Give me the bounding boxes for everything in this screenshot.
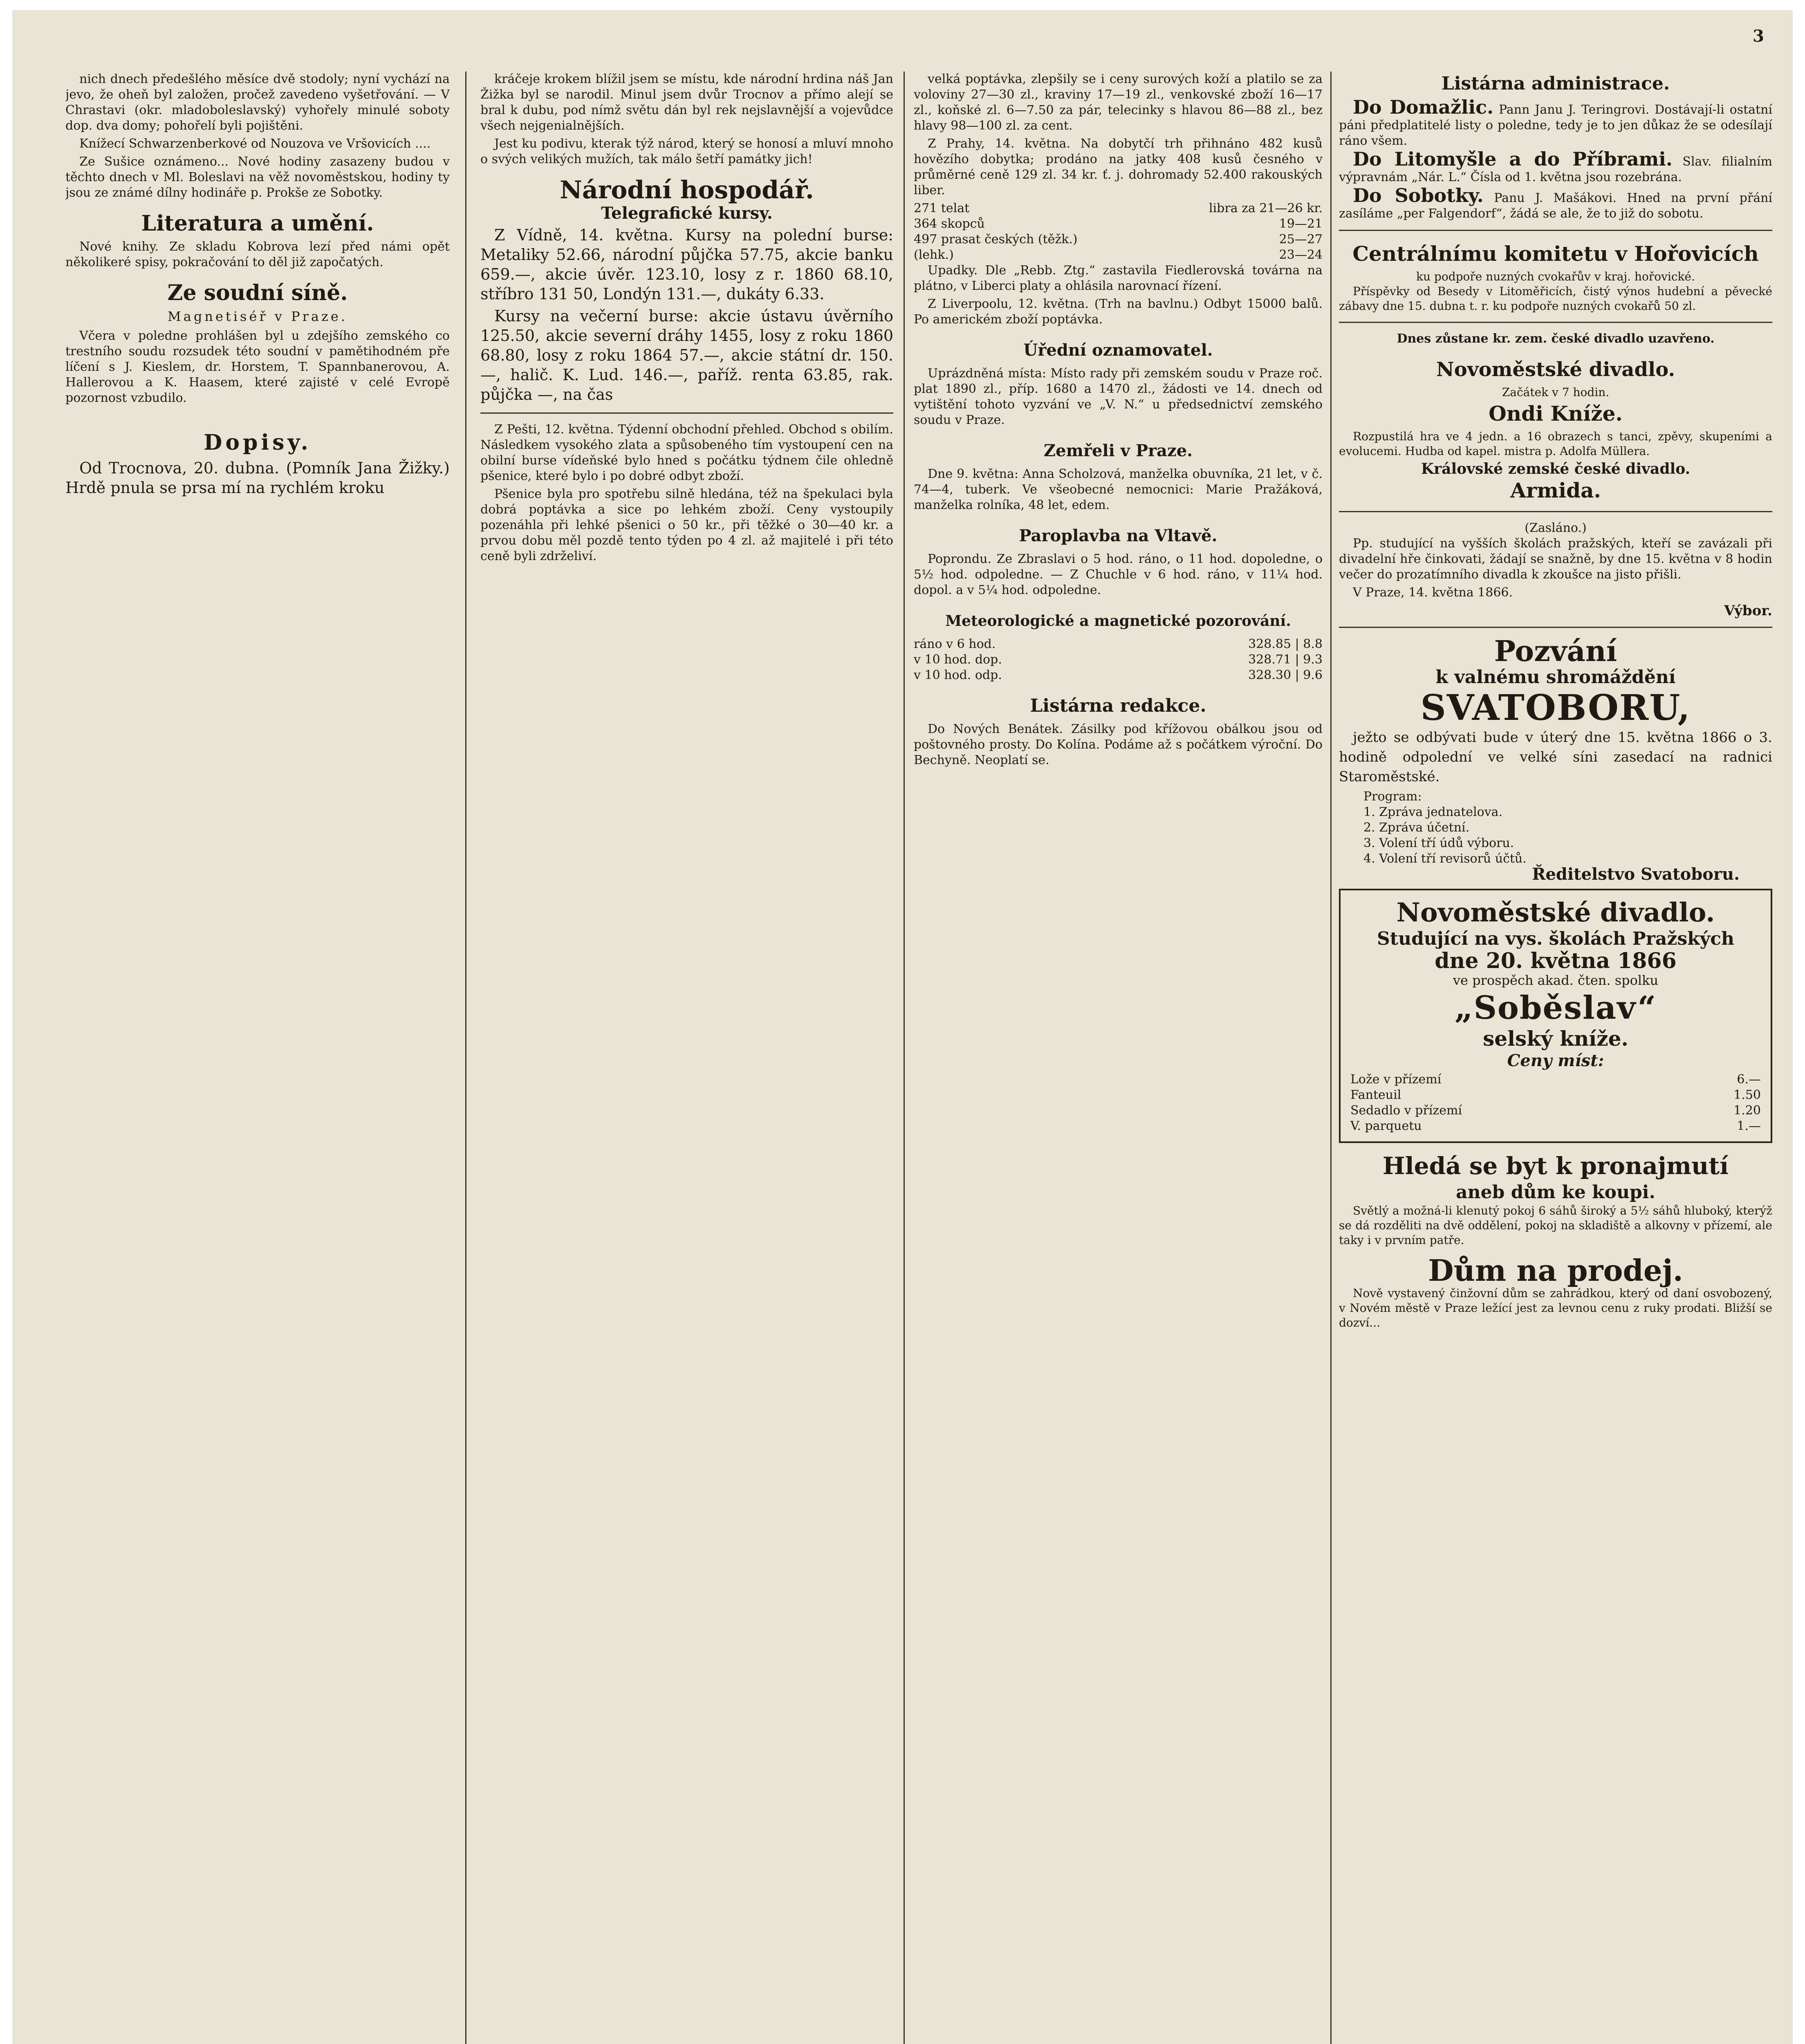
meteo-row: ráno v 6 hod. 328.85 | 8.8 — [914, 637, 1323, 651]
program-item: 2. Zpráva účetní. — [1363, 820, 1470, 835]
theater-heading: Novoměstské divadlo. — [1436, 358, 1675, 381]
program-heading: Program: — [1363, 789, 1422, 804]
price-row: (lehk.) 23—24 — [914, 248, 1323, 262]
divider — [1339, 230, 1772, 231]
notice-title: Do Domažlic. — [1353, 96, 1494, 118]
theater-play: Armida. — [1510, 478, 1601, 502]
ad-price-row: V. parquetu 1.— — [1350, 1119, 1761, 1133]
notice-text: Pann Janu J. Teringrovi. Dostávají-li ostatní páni předplatitelé listy o poledne, tedy je to jen důkaz že se odesílají ráno všem. — [1339, 103, 1772, 148]
rent-heading: Hledá se byt k pronajmutí — [1382, 1152, 1729, 1180]
sale-heading: Dům na prodej. — [1428, 1253, 1683, 1288]
svatobor-pozvani: Pozvání — [1494, 634, 1617, 668]
ad-title: Novoměstské divadlo. — [1396, 897, 1715, 928]
notice-title: Do Sobotky. — [1353, 184, 1484, 206]
theater-time: Začátek v 7 hodin. — [1502, 385, 1610, 399]
paragraph: Pšenice byla pro spotřebu silně hledána, též na špekulaci byla dobrá poptávka a sice po lehkém zboží. Ceny vystoupily pozenáhla při lehké pšenici o 50 kr., při těžké o 30—40 kr. a prvou dobu měl pozdě tento týden po 4 zl. až majitelé i při této ceně byli zdrželiví. — [480, 487, 893, 563]
notice — [1339, 184, 1772, 222]
paragraph: Poprondu. Ze Zbraslavi o 5 hod. ráno, o 11 hod. dopoledne, o 5½ hod. odpoledne. — Z Chuchle v 6 hod. ráno, v 11¼ hod. dopol. a v 5¼ hod. odpoledne. — [914, 552, 1323, 597]
paragraph: Ze Sušice oznámeno... Nové hodiny zasazeny budou v těchto dnech v Ml. Boleslavi na věž novoměstskou, hodiny ty jsou ze známé dílny hodináře p. Prokše ze Sobotky. — [65, 155, 450, 200]
paragraph: Knížecí Schwarzenberkové od Nouzova ve Vršovicích .... — [79, 137, 431, 151]
paragraph: Světlý a možná-li klenutý pokoj 6 sáhů široký a 5½ sáhů hluboký, kterýž se dá rozděliti na dvě oddělení, pokoj na skladiště a alkovny v přízemí, ale taky i v prvním patře. — [1339, 1204, 1772, 1247]
program-item: 4. Volení tří revisorů účtů. — [1363, 852, 1527, 866]
paragraph: Z Prahy, 14. května. Na dobytčí trh přihnáno 482 kusů hovězího dobytka; prodáno na jatky 408 kusů česného v průměrné ceně 129 zl. 34 kr. ť. j. dohromady 52.400 rakouských liber. — [914, 137, 1323, 197]
section-heading-meteo: Meteorologické a magnetické pozorování. — [945, 612, 1291, 630]
meteo-row: v 10 hod. odp. 328.30 | 9.6 — [914, 668, 1323, 682]
paragraph: kráčeje krokem blížil jsem se místu, kde národní hrdina náš Jan Žižka byl se narodil. Minul jsem dvůr Trocnov a přímo alejí se bral k dubu, pod nímž světu dán byl rek nejslavnější a vojevůdce všech nejgenialnějších. — [480, 72, 893, 133]
svatobor-k: k valnému shromáždění — [1435, 667, 1676, 688]
ad-text: ve prospěch akad. čten. spolku — [1453, 973, 1659, 988]
ad-play: „Soběslav“ — [1454, 989, 1657, 1026]
paragraph: velká poptávka, zlepšily se i ceny surových koží a platilo se za voloviny 27—30 zl., kraviny 17—19 zl., venkovské zboží 16—17 zl., koňské zl. 6—7.50 za pár, telecinky s hlavou 86—88 zl., bez hlavy 98—100 zl. za cent. — [914, 72, 1323, 133]
committee-heading: Centrálnímu komitetu v Hořovicích — [1352, 242, 1759, 266]
paragraph: Do Nových Benátek. Zásilky pod křížovou obálkou jsou od poštovného prosty. Do Kolína. Podáme až s počátkem výroční. Do Bechyně. Neoplatí se. — [914, 722, 1323, 767]
rent-subheading: aneb dům ke koupi. — [1456, 1182, 1655, 1203]
paragraph: Z Liverpoolu, 12. května. (Trh na bavlnu.) Odbyt 15000 balů. Po americkém zboží poptávka. — [914, 297, 1323, 327]
paragraph: Jest ku podivu, kterak týž národ, který se honosí a mluví mnoho o svých velikých mužích, tak málo šetří památky jich! — [480, 137, 893, 166]
svatobor-signature: Ředitelstvo Svatoboru. — [1532, 865, 1740, 884]
column-rule — [904, 72, 905, 2044]
program-item: 3. Volení tří údů výboru. — [1363, 836, 1514, 850]
ad-play-sub: selský kníže. — [1483, 1026, 1628, 1051]
livestock-prices — [914, 201, 1323, 263]
zaslano-date: V Praze, 14. května 1866. — [1353, 585, 1513, 600]
paragraph: Dne 9. května: Anna Scholzová, manželka obuvníka, 21 let, v č. 74—4, tuberk. Ve všeobecné nemocnici: Marie Pražáková, manželka rolníka, 48 let, edem. — [914, 467, 1323, 512]
divider — [1339, 322, 1772, 323]
price-row: 364 skopců 19—21 — [914, 217, 1323, 231]
column-1 — [65, 72, 450, 2044]
divider — [1339, 511, 1772, 512]
advertisement-box — [1339, 889, 1772, 1143]
column-rule — [1330, 72, 1332, 2044]
ad-price-row: Sedadlo v přízemí 1.20 — [1350, 1103, 1761, 1118]
paragraph: ježto se odbývati bude v úterý dne 15. května 1866 o 3. hodině odpolední ve velké síni zasedací na radnici Staroměstské. — [1339, 729, 1772, 785]
notice — [1339, 96, 1772, 149]
section-heading-redakce: Listárna redakce. — [1030, 695, 1206, 716]
section-heading-died: Zemřeli v Praze. — [1043, 441, 1193, 460]
divider — [480, 412, 893, 414]
theater-closed: Dnes zůstane kr. zem. české divadlo uzavřeno. — [1397, 332, 1715, 346]
ad-price-row: Fanteuil 1.50 — [1350, 1088, 1761, 1102]
section-subheading: Telegrafické kursy. — [601, 204, 773, 223]
ad-price-row: Lože v přízemí 6.— — [1350, 1072, 1761, 1087]
stock-prices-noon: Z Vídně, 14. května. Kursy na polední burse: Metaliky 52.66, národní půjčka 57.75, akcie banku 659.—, akcie úvěr. 123.10, losy z r. 1860 68.10, stříbro 131 50, Londýn 131.—, dukáty 6.33. — [480, 226, 893, 303]
section-subheading: Magnetiséř v Praze. — [168, 309, 348, 324]
column-rule — [465, 72, 466, 2044]
notice-text: Slav. filialním výpravnám „Nár. L.“ Čísla od 1. května jsou rozebrána. — [1339, 155, 1772, 184]
column-3 — [914, 72, 1323, 2044]
paragraph: Uprázdněná místa: Místo rady při zemském soudu v Praze roč. plat 1890 zl., příp. 1680 a 1470 zl., žádosti ve 14. dnech od vytištění tohoto vyzvání ve „V. N.“ u předsednictví zemského soudu v Praze. — [914, 366, 1323, 427]
paragraph: Upadky. Dle „Rebb. Ztg.“ zastavila Fiedlerovská továrna na plátno, v Liberci platy a ohlásila narovnací řízení. — [914, 263, 1323, 293]
notice — [1339, 148, 1772, 185]
paragraph: Od Trocnova, 20. dubna. (Pomník Jana Žižky.) Hrdě pnula se prsa mí na rychlém kroku — [65, 459, 450, 497]
paragraph: Včera v poledne prohlášen byl u zdejšího zemského co trestního soudu rozsudek této soudní v pamětihodném pře líčení s J. Kieslem, dr. Horstem, T. Spannbanerovou, A. Hallerovou a K. Haasem, které zajisté v celé Evropě pozornost vzbudilo. — [65, 329, 450, 405]
price-row: 497 prasat českých (těžk.) 25—27 — [914, 232, 1323, 247]
paragraph: nich dnech předešlého měsíce dvě stodoly; nyní vychází na jevo, že oheň byl založen, pročež zavedeno vyšetřování. — V Chrastavi (okr. mladoboleslavský) vyhořely minulé soboty dop. dva domy; pohořelí byli pojištěni. — [65, 72, 450, 133]
zaslano-heading: (Zasláno.) — [1525, 521, 1587, 535]
notice-text: Panu J. Mašákovi. Hned na první přání zasíláme „per Falgendorf“, žádá se ale, že to již do sobotu. — [1339, 191, 1772, 221]
divider — [1339, 627, 1772, 628]
section-heading-soudni: Ze soudní síně. — [167, 280, 348, 305]
ad-prices-heading: Ceny míst: — [1507, 1051, 1604, 1070]
ad-prices-table — [1350, 1072, 1761, 1134]
section-heading-hospodar: Národní hospodář. — [560, 176, 814, 204]
ad-subtitle: Studující na vys. školách Pražských — [1377, 928, 1734, 949]
price-row: 271 telat libra za 21—26 kr. — [914, 201, 1323, 215]
paragraph: Z Pešti, 12. května. Týdenní obchodní přehled. Obchod s obilím. Následkem vysokého zlata a spůsobeného tím vystoupení cen na obilní burse vídeňské bylo hned s počátku týdnem čile ohledně pšenice, které bylo i po dobré odbyt zboží. — [480, 422, 893, 483]
paragraph: Příspěvky od Besedy v Litoměřicích, čistý výnos hudební a pěvecké zábavy dne 15. dubna t. r. ku podpoře nuzných cvokařů 50 zl. — [1339, 285, 1772, 313]
theater-heading: Královské zemské české divadlo. — [1421, 460, 1691, 477]
section-heading-boats: Paroplavba na Vltavě. — [1019, 526, 1218, 545]
section-heading-admin: Listárna administrace. — [1441, 73, 1670, 94]
program-item: 1. Zpráva jednatelova. — [1363, 805, 1503, 819]
committee-subheading: ku podpoře nuzných cvokařův v kraj. hořovické. — [1416, 270, 1695, 283]
section-heading-official: Úřední oznamovatel. — [1023, 341, 1213, 360]
svatobor-name: SVATOBORU, — [1420, 687, 1691, 728]
meteo-table — [914, 637, 1323, 683]
zaslano-signature: Výbor. — [1724, 603, 1772, 619]
paragraph: Rozpustilá hra ve 4 jedn. a 16 obrazech s tanci, zpěvy, skupeními a evolucemi. Hudba od kapel. mistra p. Adolfa Müllera. — [1339, 430, 1772, 458]
theater-play: Ondi Kníže. — [1489, 401, 1623, 426]
paragraph: Nově vystavený činžovní dům se zahrádkou, který od daní osvobozený, v Novém městě v Praze ležící jest za levnou cenu z ruky prodati. Bližší se dozví... — [1339, 1286, 1772, 1329]
column-2 — [480, 72, 893, 2044]
paragraph: Nové knihy. Ze skladu Kobrova lezí před námi opět několikeré spisy, pokračování to děl již započatých. — [65, 240, 450, 269]
page-number: 3 — [1753, 27, 1764, 46]
paragraph: Pp. studující na vyšších školách pražských, kteří se zavázali při divadelní hře činkovati, žádají se snažně, by dne 15. května v 8 hodin večer do prozatímního divadla k zkoušce na jisto přišli. — [1339, 536, 1772, 582]
program-list — [1363, 789, 1772, 867]
ad-date: dne 20. května 1866 — [1435, 948, 1677, 973]
column-4 — [1339, 72, 1772, 2044]
section-heading-literatura: Literatura a umění. — [141, 211, 374, 236]
newspaper-page — [12, 10, 1793, 2044]
notice-title: Do Litomyšle a do Příbrami. — [1353, 148, 1673, 170]
meteo-row: v 10 hod. dop. 328.71 | 9.3 — [914, 652, 1323, 667]
section-heading-dopisy: Dopisy. — [204, 430, 312, 455]
stock-prices-evening: Kursy na večerní burse: akcie ústavu úvěrního 125.50, akcie severní dráhy 1455, losy z roku 1860 68.80, losy z roku 1864 57.—, akcie státní dr. 150.—, halič. K. Lud. 146.—, paříž. renta 63.85, rak. půjčka —, na čas — [480, 307, 893, 403]
